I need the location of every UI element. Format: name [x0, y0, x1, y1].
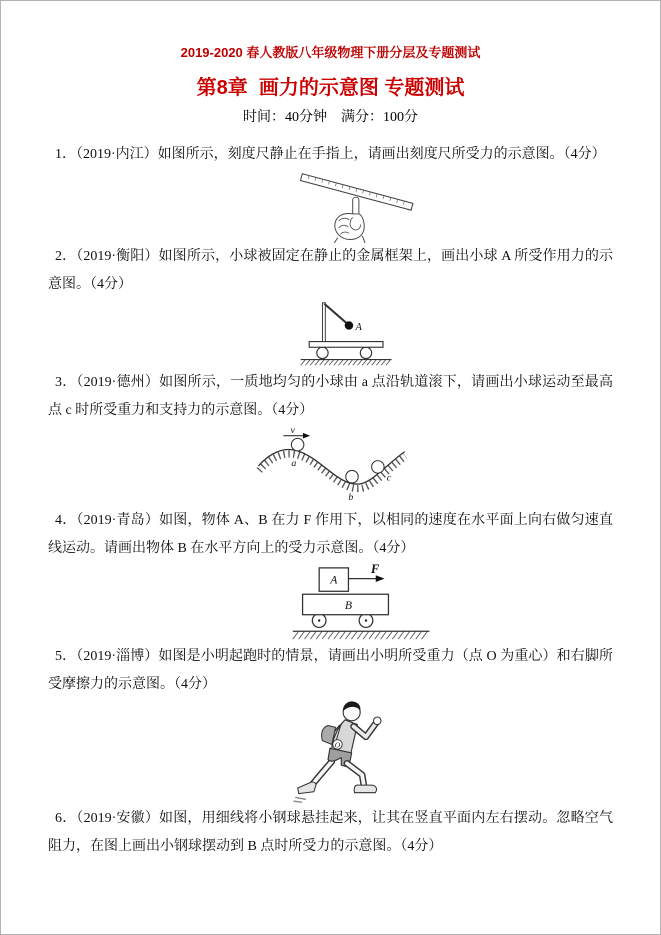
front-shoe [354, 785, 376, 793]
right-wheel-hub [364, 619, 366, 621]
back-shoe [297, 782, 315, 794]
ball-a-label: A [355, 322, 362, 334]
worksheet-page [1, 1, 660, 861]
question-4-text: 4．（2019·青岛）如图，物体 A、B 在力 F 作用下，以相同的速度在水平面上向右做匀速直线运动。请画出物体 B 在水平方向上的受力示意图。（4分） [48, 513, 613, 556]
ball-at-c [372, 461, 384, 473]
block-a-label: A [329, 573, 337, 587]
wavy-track-drawing [243, 425, 428, 507]
blocks-ab-drawing [291, 563, 441, 643]
fist [373, 717, 381, 725]
ball-a [344, 321, 353, 330]
figure-ball-on-frame [48, 299, 613, 369]
ground-marks [293, 797, 304, 802]
block-b-label: B [344, 598, 352, 612]
course-header: 2019-2020 春人教版八年级物理下册分层及专题测试 [180, 45, 481, 60]
question-5-text: 5．（2019·淄博）如图是小明起跑时的情景，请画出小明所受重力（点 O 为重心）和右脚所受摩擦力的示意图。（4分） [48, 649, 613, 692]
running-boy-drawing [291, 699, 401, 805]
hand [334, 197, 365, 243]
diagonal-rod [324, 304, 347, 324]
ball-at-b [346, 470, 358, 482]
cart-platform [309, 342, 383, 348]
ground-hatching [300, 360, 390, 366]
right-wheel [360, 347, 371, 358]
ruler-on-finger-drawing [273, 169, 443, 243]
ball-at-a [291, 438, 303, 450]
question-1-text: 1．（2019·内江）如图所示，刻度尺静止在手指上，请画出刻度尺所受力的示意图。（4分） [55, 147, 606, 162]
center-of-gravity-label: O [334, 740, 340, 750]
point-a-label: a [291, 458, 297, 469]
question-6-text: 6．（2019·安徽）如图，用细线将小钢球悬挂起来，让其在竖直平面内左右摆动。忽略空气阻力，在图上画出小钢球摆动到 B 点时所受力的示意图。（4分） [48, 811, 613, 854]
ground-hatching [292, 631, 427, 639]
index-finger [352, 197, 358, 215]
left-wheel [316, 347, 327, 358]
test-meta: 时间：40分钟 满分：100分 [243, 110, 418, 125]
figure-blocks-ab [48, 563, 613, 643]
point-c-label: c [386, 472, 392, 484]
velocity-arrowhead [303, 433, 310, 439]
point-b-label: b [348, 491, 354, 503]
vertical-pole [322, 303, 325, 342]
figure-ruler-on-finger [48, 169, 613, 243]
fist [334, 213, 363, 239]
figure-running-boy [48, 699, 613, 805]
force-f-label: F [370, 563, 379, 576]
figure-wavy-track [48, 425, 613, 507]
page-title: 第8章 画力的示意图 专题测试 [196, 77, 465, 99]
left-wheel-hub [318, 619, 320, 621]
velocity-label: v [290, 425, 295, 437]
ball-on-frame-drawing [288, 299, 408, 369]
question-2-text: 2．（2019·衡阳）如图所示，小球被固定在静止的金属框架上，画出小球 A 所受作用力的示意图。（4分） [48, 249, 613, 292]
track-hatching [259, 454, 405, 489]
force-arrowhead [375, 575, 384, 582]
question-3-text: 3．（2019·德州）如图所示，一质地均匀的小球由 a 点沿轨道滚下，请画出小球运动至最高点 c 时所受重力和支持力的示意图。（4分） [48, 375, 613, 418]
